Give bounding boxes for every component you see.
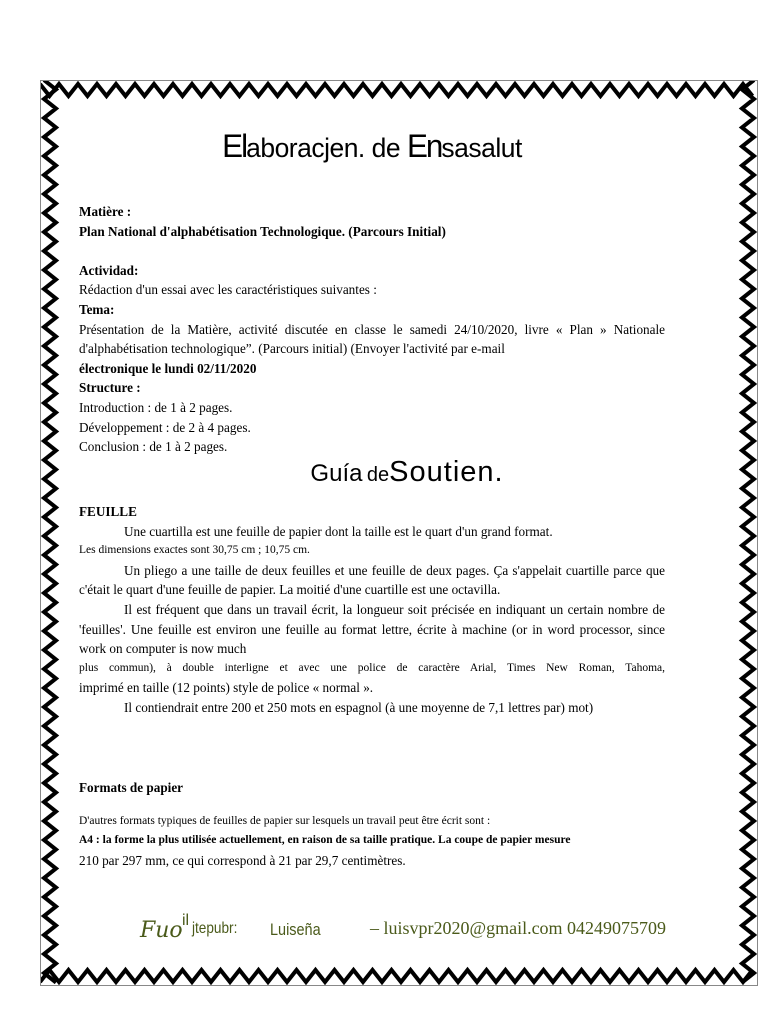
feuille-heading: FEUILLE — [79, 504, 137, 519]
title-part-5: sasalut — [441, 133, 522, 163]
spacer — [79, 241, 665, 261]
title-part-4: En — [406, 128, 442, 164]
formats-a4-rest: 210 par 297 mm, ce qui correspond à 21 par 29,7 centimètres. — [79, 852, 406, 868]
border-zigzag-line — [742, 80, 754, 983]
feuille-p1b: Les dimensions exactes sont 30,75 cm ; 10,75 cm. — [79, 544, 310, 557]
footer-left: Fuo — [140, 918, 183, 943]
title-part-2: aboracjen — [246, 133, 358, 163]
subtitle-guia: Guía — [310, 460, 363, 487]
actividad-label: Actividad: — [79, 262, 139, 278]
feuille-p1: Une cuartilla est une feuille de papier dont la taille est le quart d'un grand format. — [124, 523, 553, 539]
footer-left-2: il — [182, 912, 190, 929]
structure-conclusion: Conclusion : de 1 à 2 pages. — [79, 439, 228, 455]
feuille-p3c: imprimé en taille (12 points) style de police « normal ». — [79, 680, 374, 696]
footer — [140, 912, 680, 952]
section-info — [79, 202, 665, 457]
border-zigzag-line — [44, 80, 56, 983]
formats-a4: A4 : la forme la plus utilisée actuellement, en raison de sa taille pratique. La coupe de papier mesure — [79, 834, 571, 847]
subtitle — [79, 456, 665, 489]
title-part-1: El — [222, 128, 247, 164]
footer-contact: – luisvpr2020@gmail.com 04249075709 — [370, 918, 667, 938]
section-feuille — [79, 502, 665, 718]
subtitle-soutien: Soutien. — [389, 456, 504, 488]
footer-name: Luiseña — [270, 920, 321, 939]
formats-heading: Formats de papier — [79, 780, 184, 795]
formats-intro: D'autres formats typiques de feuilles de papier sur lesquels un travail peut être écrit sont : — [79, 814, 491, 827]
section-formats — [79, 778, 665, 870]
feuille-p3a: Il est fréquent que dans un travail écrit, la longueur soit précisée en indiquant un certain nombre de 'feuilles'. Une feuille est environ une feuille au format lettre, écrite à machine (or in word processor, since work on computer is now much — [79, 601, 665, 657]
feuille-p3b: plus commun), à double interligne et avec une police de caractère Arial, Times New Roman, Tahoma, — [79, 661, 665, 674]
subtitle-de: de — [366, 464, 390, 486]
document-title — [85, 128, 659, 165]
border-zigzag-line — [40, 970, 753, 982]
footer-left-3: jtepubr: — [192, 920, 238, 937]
matiere-label: Matière : — [79, 204, 132, 219]
feuille-p4: Il contiendrait entre 200 et 250 mots en espagnol (à une moyenne de 7,1 lettres par) mot) — [124, 699, 594, 715]
tema-label: Tema: — [79, 301, 115, 317]
spacer — [79, 798, 665, 812]
feuille-p2: Un pliego a une taille de deux feuilles et une feuille de deux pages. Ça s'appelait cuartille parce que c'était le quart d'une feuille de papier. La moitié d'une cuartille est une octavilla. — [79, 562, 665, 598]
title-part-3: . de — [357, 133, 407, 163]
border-zigzag-line — [40, 84, 753, 96]
tema-date: électronique le lundi 02/11/2020 — [79, 360, 257, 376]
actividad-value: Rédaction d'un essai avec les caractéristiques suivantes : — [79, 282, 377, 298]
structure-intro: Introduction : de 1 à 2 pages. — [79, 399, 233, 415]
matiere-value: Plan National d'alphabétisation Technologique. (Parcours Initial) — [79, 223, 446, 239]
structure-label: Structure : — [79, 380, 141, 396]
structure-dev: Développement : de 2 à 4 pages. — [79, 419, 251, 435]
tema-text: Présentation de la Matière, activité discutée en classe le samedi 24/10/2020, livre « Plan » Nationale d'alphabétisation technologique”. (Parcours initial) (Envoyer l'activité par e-mail — [79, 321, 665, 357]
